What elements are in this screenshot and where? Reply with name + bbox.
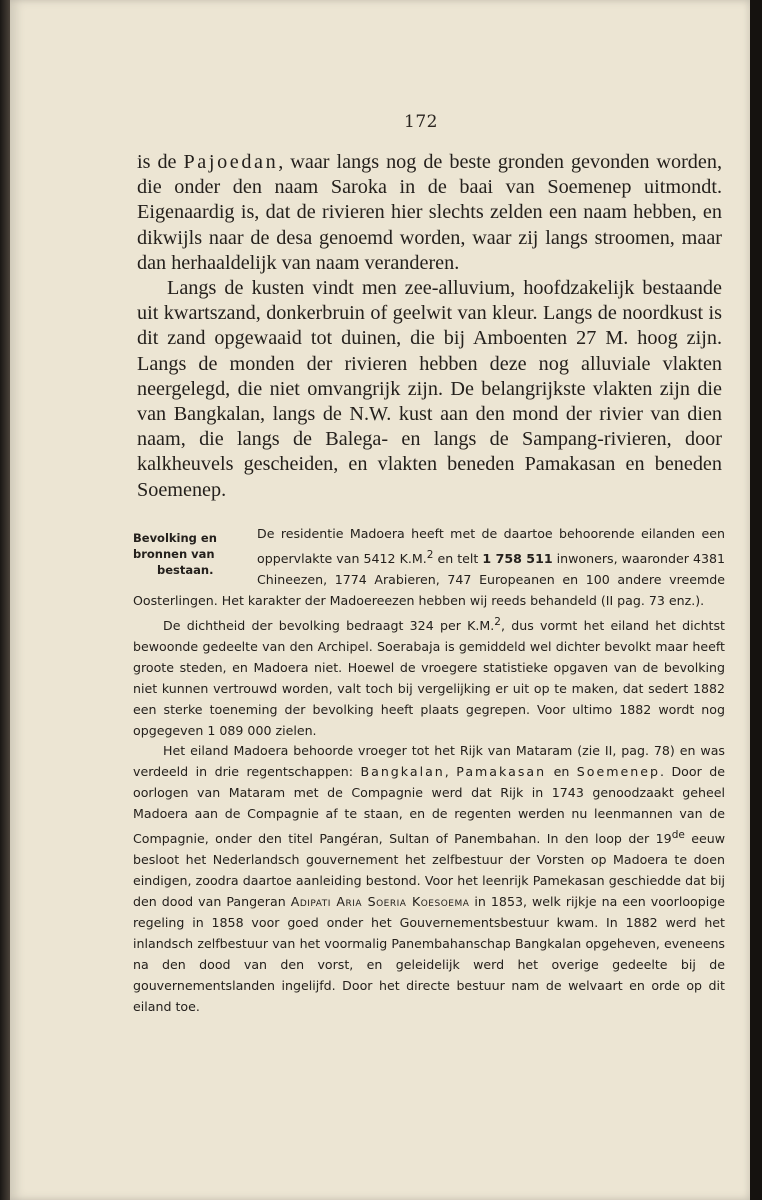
text-run: inwoners, waaronder 4381 Chineezen, 1774 Arabieren, 747 Europeanen en 100 andere vreemde Oosterlingen. Het karakter der Madoereezen hebben wij reeds behandeld (II pag. 73 enz.). [133, 551, 725, 608]
paragraph [137, 150, 722, 276]
small-text [133, 524, 725, 1017]
page-edge [750, 0, 762, 1200]
superscript: de [671, 829, 685, 842]
population-figure: 1 758 511 [482, 551, 553, 567]
place-name: Pajoedan [183, 151, 279, 173]
text-run: De dichtheid der bevolking bedraagt 324 per K.M. [163, 618, 495, 633]
margin-note-line: bronnen van [133, 547, 215, 561]
margin-note-spacer [133, 524, 257, 586]
text-run: is de [137, 151, 184, 173]
paragraph [133, 612, 725, 742]
text-run: . Door de oorlogen van Mataram met de Compagnie werd dat Rijk in 1743 genoodzaakt geheel Madoera aan de Compagnie af te staan, en de regenten werden nu leenmannen van de Compagnie, onder den titel Pangéran, Sultan of Panembahan. In den loop der 19 [133, 764, 725, 847]
paragraph [133, 741, 725, 1017]
text-run: , waar langs nog de beste gronden gevonden worden, die onder den naam Saroka in de baai van Soemenep uitmondt. Eigenaardig is, dat de rivieren hier slechts zelden een naam hebben, en dikwijls naar de desa genoemd worden, waar zij langs stroomen, maar dan herhaaldelijk van naam veranderen. [137, 151, 722, 274]
margin-note-line: bestaan. [157, 563, 214, 577]
regency-name: Pamakasan [456, 764, 547, 780]
person-name: Adipati Aria Soeria Koesoema [290, 893, 470, 909]
text-run: , dus vormt het eiland het dichtst bewoonde gedeelte van den Archipel. Soerabaja is gemiddeld wel dichter bevolkt maar heeft groote steden, en Madoera niet. Hoewel de vroegere statistieke opgaven van de bevolking niet kunnen vertrouwd worden, valt toch bij vergelijking er uit op te maken, dat sedert 1882 een sterke toeneming der bevolking heeft plaats gegrepen. Voor ultimo 1882 wordt nog opgegeven 1 089 000 zielen. [133, 618, 725, 738]
regency-name: Soemenep [576, 764, 660, 780]
margin-note-line: Bevolking en [133, 531, 217, 545]
text-run: in 1853, welk rijkje na een voorloopige regeling in 1858 voor goed onder het Gouvernementsbestuur kwam. In 1882 werd het inlandsch zelfbestuur van het voormalig Panembahanschap Bangkalan opgeheven, eveneens na den dood van den vorst, en geleidelijk werd het overige gedeelte bij de gouvernementslanden ingelijfd. Door het directe bestuur nam de welvaart en orde op dit eiland toe. [133, 893, 725, 1014]
book-spine [0, 0, 10, 1200]
text-run: en [546, 764, 577, 780]
text-run: eeuw besloot het Nederlandsch gouvernement het zelfbestuur der Vorsten op Madoera te doen eindigen, zoodra daartoe aanleiding bestond. Voor het leenrijk Pamekasan geschiedde dat bij den dood van Pangeran [133, 831, 726, 909]
main-text [137, 150, 722, 503]
text-run: , [444, 764, 457, 780]
regency-name: Bangkalan [360, 764, 445, 780]
text-run: De residentie Madoera heeft met de daartoe behoorende eilanden een oppervlakte van 5412 K.M. [257, 526, 725, 567]
text-run: en telt [433, 551, 483, 567]
superscript: 2 [426, 548, 434, 561]
paragraph: Langs de kusten vindt men zee-alluvium, hoofdzakelijk bestaande uit kwartszand, donkerbruin of geelwit van kleur. Langs de noordkust is dit zand opgewaaid tot duinen, die bij Amboenten 27 M. hoog zijn. Langs de monden der rivieren hebben deze nog alluviale vlakten neergelegd, die niet omvangrijk zijn. De belangrijkste vlakten zijn die van Bangkalan, langs de N.W. kust aan den mond der rivier van dien naam, die langs de Balega- en langs de Sampang-rivieren, door kalkheuvels gescheiden, en vlakten beneden Pamakasan en beneden Soemenep. [137, 277, 722, 501]
page-number: 172 [404, 112, 438, 132]
superscript: 2 [494, 615, 501, 628]
text-run: Het eiland Madoera behoorde vroeger tot het Rijk van Mataram (zie II, pag. 78) en was verdeeld in drie regentschappen: [133, 743, 725, 780]
